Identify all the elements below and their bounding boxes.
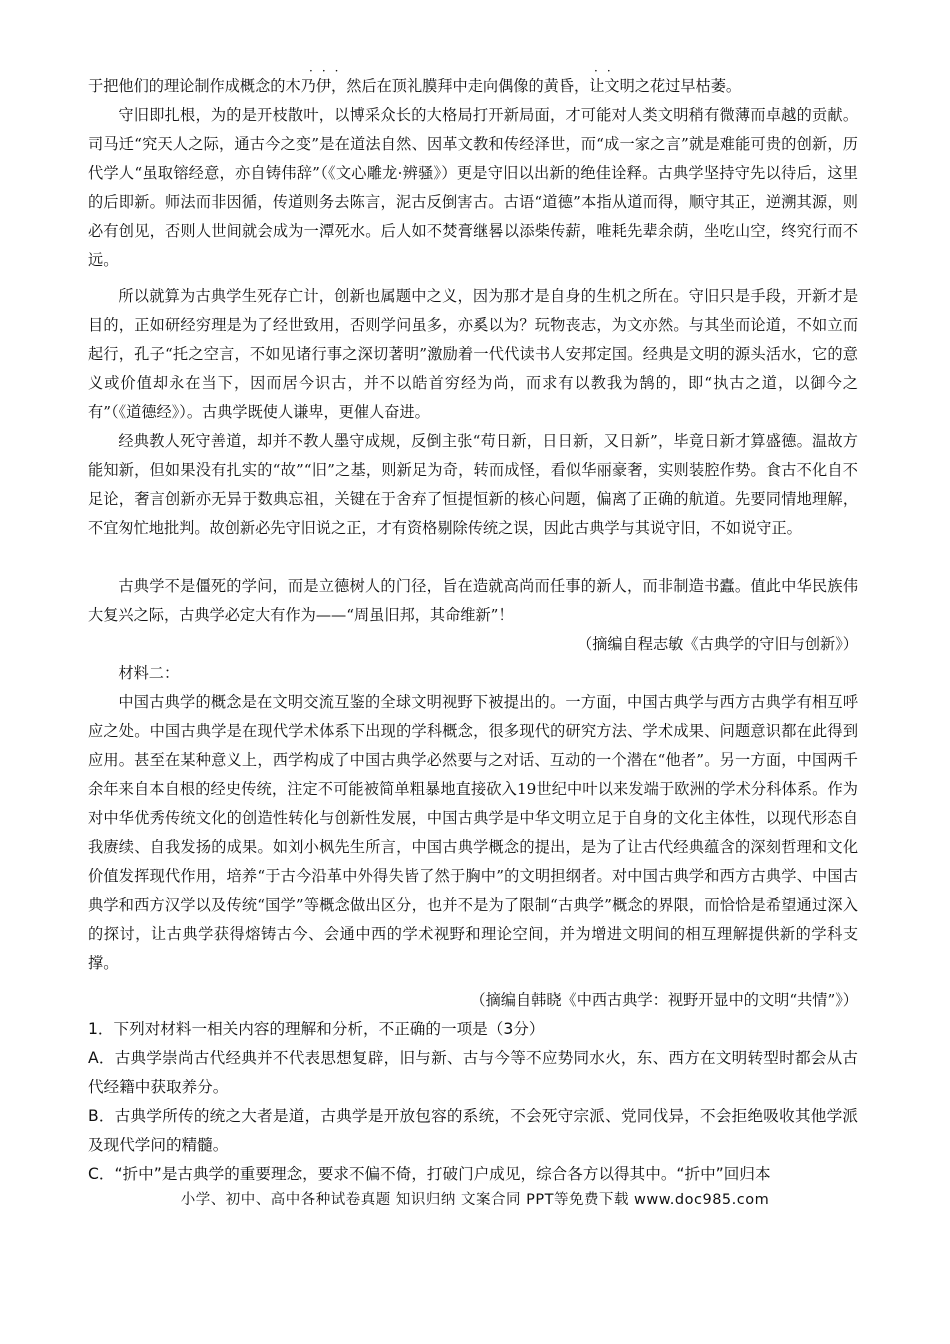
source-citation-1: （摘编自程志敏《古典学的守旧与创新》）	[577, 635, 858, 653]
question-stem: 1．下列对材料一相关内容的理解和分析，不正确的一项是（3分）	[88, 1020, 545, 1038]
source-citation-2: （摘编自韩晓《中西古典学：视野开显中的文明“共情”》）	[470, 991, 858, 1009]
paragraph-chuangxin: 所以就算为古典学生死存亡计，创新也属题中之义，因为那才是自身的生机之所在。守旧只是手段，开新才是目的，正如研经穷理是为了经世致用，否则学问虽多，亦奚以为？玩物丧志，为文亦然。与其坐而论道，不如立而起行，孔子“托之空言，不如见诸行事之深切著明”激励着一代代读书人安邦定国。经典是文明的源头活水，它的意义或价值却永在当下，因而居今识古，并不以皓首穷经为尚，而求有以教我为鹄的，即“执古之道，以御今之有”（《道德经》）。古典学既使人谦卑，更催人奋进。	[88, 287, 858, 421]
paragraph-jingdian: 经典教人死守善道，却并不教人墨守成规，反倒主张“苟日新，日日新，又日新”，毕竟日新才算盛德。温故方能知新，但如果没有扎实的“故”“旧”之基，则新足为奇，转而成怪，看似华丽豪奢，实则装腔作势。食古不化自不足论，奢言创新亦无异于数典忘祖，关键在于舍弃了恒提恒新的核心问题，偏离了正确的航道。先要同情地理解，不宜匆忙地批判。故创新必先守旧说之正，才有资格剔除传统之误，因此古典学与其说守旧，不如说守正。	[88, 432, 858, 537]
paragraph-material2: 中国古典学的概念是在文明交流互鉴的全球文明视野下被提出的。一方面，中国古典学与西方古典学有相互呼应之处。中国古典学是在现代学术体系下出现的学科概念，很多现代的研究方法、学术成果、问题意识都在此得到应用。甚至在某种意义上，西学构成了中国古典学必然要与之对话、互动的一个潜在“他者”。另一方面，中国两千余年来自本自根的经史传统，注定不可能被简单粗暴地直接砍入19世纪中叶以来发端于欧洲的学术分科体系。作为对中华优秀传统文化的创造性转化与创新性发展，中国古典学是中华文明立足于自身的文化主体性，以现代形态自我赓续、自我发扬的成果。如刘小枫先生所言，中国古典学概念的提出，是为了让古代经典蕴含的深刻哲理和文化价值发挥现代作用，培养“于古今沿革中外得失皆了然于胸中”的文明担纲者。对中国古典学和西方古典学、中国古典学和西方汉学以及传统“国学”等概念做出区分，也并不是为了限制“古典学”概念的界限，而恰恰是希望通过深入的探讨，让古典学获得熔铸古今、会通中西的学术视野和理论空间，并为增进文明间的相互理解提供新的学科支撑。	[88, 693, 858, 972]
emphasis-dots-2: ··	[594, 64, 620, 78]
paragraph-conclusion: 古典学不是僵死的学问，而是立德树人的门径，旨在造就高尚而任事的新人，而非制造书蠹。值此中华民族伟大复兴之际，古典学必定大有作为——“周虽旧邦，其命维新”！	[88, 577, 858, 624]
option-c: C．“折中”是古典学的重要理念，要求不偏不倚，打破门户成见，综合各方以得其中。“折中”回归本	[88, 1165, 771, 1183]
paragraph-shoujiu: 守旧即扎根，为的是开枝散叶，以博采众长的大格局打开新局面，才可能对人类文明稍有微薄而卓越的贡献。司马迁“究天人之际，通古今之变”是在道法自然、因革文教和传经泽世，而“成一家之言”就是难能可贵的创新，历代学人“虽取镕经意，亦自铸伟辞”（《文心雕龙·辨骚》）更是守旧以出新的绝佳诠释。古典学坚持守先以待后，这里的后即新。师法而非因循，传道则务去陈言，泥古反倒害古。古语“道德”本指从道而得，顺守其正，逆溯其源，则必有创见，否则人世间就会成为一潭死水。后人如不焚膏继晷以添柴传薪，唯耗先辈余荫，坐吃山空，终究行而不远。	[88, 106, 858, 269]
material-heading-2: 材料二：	[118, 664, 180, 682]
footer: 小学、初中、高中各种试卷真题 知识归纳 文案合同 PPT等免费下载 www.doc985.com	[180, 1192, 770, 1208]
paragraph-continued: 于把他们的理论制作成概念的木乃伊，然后在顶礼膜拜中走向偶像的黄昏，让文明之花过早枯萎。	[88, 77, 742, 95]
option-a: A．古典学崇尚古代经典并不代表思想复辟，旧与新、古与今等不应势同水火，东、西方在文明转型时都会从古代经籍中获取养分。	[88, 1049, 858, 1096]
option-b: B．古典学所传的统之大者是道，古典学是开放包容的系统，不会死守宗派、党同伐异，不会拒绝吸收其他学派及现代学问的精髓。	[88, 1107, 858, 1154]
emphasis-dots-1: ···	[309, 64, 348, 78]
